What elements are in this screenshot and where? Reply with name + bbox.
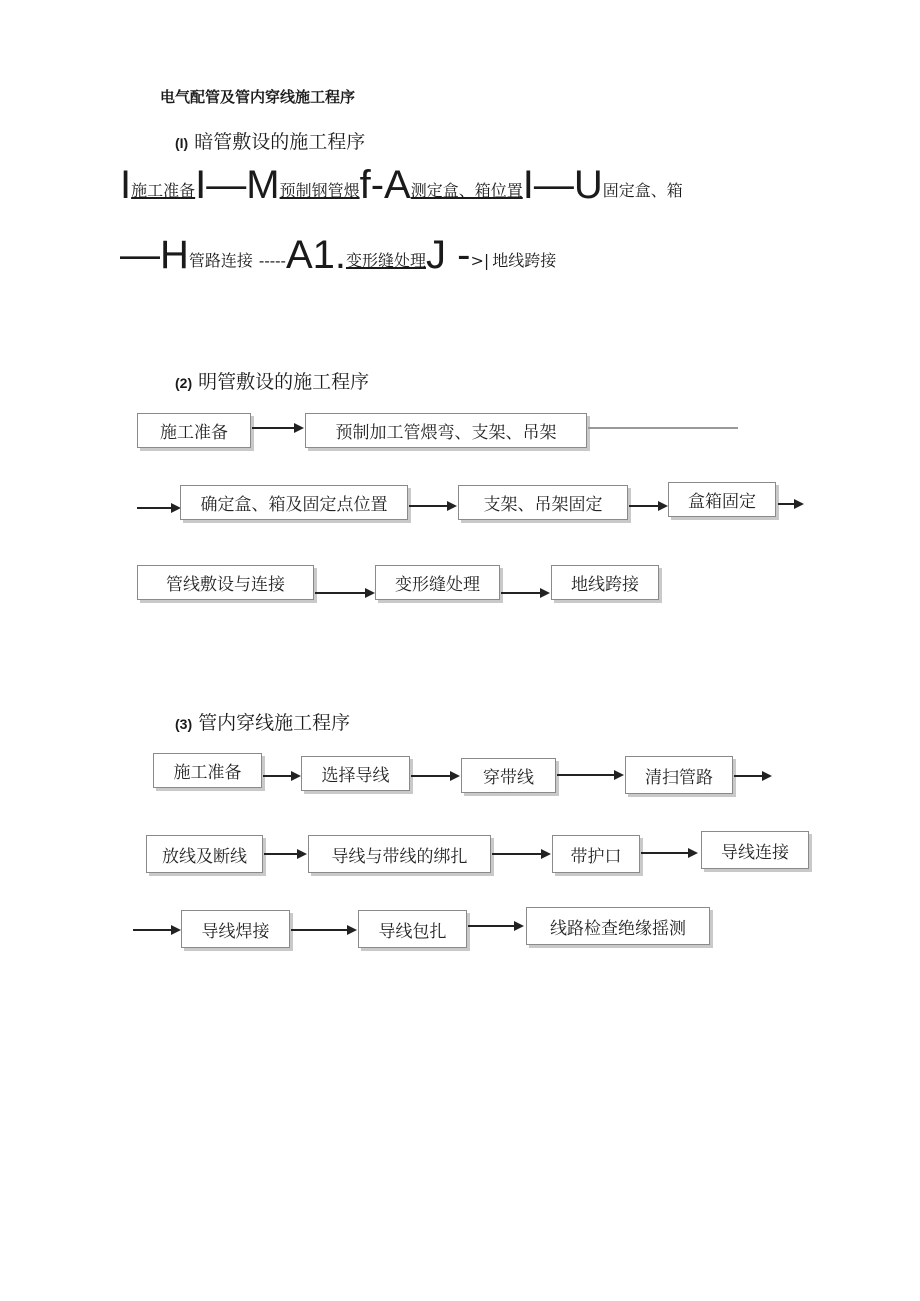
garbled-glyph: I xyxy=(120,163,132,207)
step-label: 管路连接 xyxy=(188,251,253,270)
document-title: 电气配管及管内穿线施工程序 xyxy=(160,88,356,106)
arrow-line xyxy=(409,505,449,507)
section-1-number: (I) xyxy=(175,135,189,151)
arrow-head-icon xyxy=(347,925,357,935)
arrow-line xyxy=(252,427,296,429)
section-3-heading xyxy=(175,708,350,735)
section-2-title: 明管敷设的施工程序 xyxy=(198,371,370,393)
flow-box-s3-8: 导线连接 xyxy=(701,831,809,869)
arrow-head-icon xyxy=(294,423,304,433)
flow-box-s3-11: 线路检查绝缘摇测 xyxy=(526,907,710,945)
flow-box-s2-1: 施工准备 xyxy=(137,413,251,448)
flow-box-s2-3: 确定盒、箱及固定点位置 xyxy=(180,485,408,520)
flow-box-s2-5: 盒箱固定 xyxy=(668,482,776,517)
arrow-head-icon xyxy=(688,848,698,858)
flow-box-s3-2: 选择导线 xyxy=(301,756,410,791)
flow-box-s2-8: 地线跨接 xyxy=(551,565,659,600)
flow-box-s2-7: 变形缝处理 xyxy=(375,565,500,600)
arrow-line xyxy=(557,774,616,776)
section-3-number: (3) xyxy=(175,716,193,732)
flow-box-s3-1: 施工准备 xyxy=(153,753,262,788)
arrow-head-icon xyxy=(450,771,460,781)
arrow-head-icon xyxy=(658,501,668,511)
arrow-line xyxy=(641,852,690,854)
flow-box-s3-3: 穿带线 xyxy=(461,758,556,793)
garbled-glyph: I—M xyxy=(195,163,280,207)
section-1-heading xyxy=(175,127,365,154)
garbled-glyph: J - xyxy=(426,233,471,277)
flow-box-s2-2: 预制加工管煨弯、支架、吊架 xyxy=(305,413,587,448)
arrow-head-icon xyxy=(614,770,624,780)
connector-line xyxy=(588,427,738,429)
garbled-glyph: A1. xyxy=(285,233,346,277)
step-label: 固定盒、箱 xyxy=(602,181,683,200)
garbled-glyph: —H xyxy=(120,233,189,277)
dash-connector: ----- xyxy=(258,251,286,270)
arrow-line xyxy=(468,925,516,927)
arrow-head-icon xyxy=(794,499,804,509)
arrow-head-icon xyxy=(291,771,301,781)
flow-box-s3-5: 放线及断线 xyxy=(146,835,263,873)
arrow-line xyxy=(137,507,173,509)
arrow-line xyxy=(315,592,367,594)
garbled-glyph: f-A xyxy=(359,163,411,207)
step-label: 地线跨接 xyxy=(492,251,557,270)
flow-box-s2-6: 管线敷设与连接 xyxy=(137,565,314,600)
flow-box-s3-6: 导线与带线的绑扎 xyxy=(308,835,491,873)
arrow-line xyxy=(629,505,660,507)
flow-box-s3-10: 导线包扎 xyxy=(358,910,467,948)
arrow-head-icon xyxy=(541,849,551,859)
arrow-line xyxy=(734,775,764,777)
arrow-head-icon xyxy=(297,849,307,859)
arrow-head-icon xyxy=(540,588,550,598)
arrow-head-icon xyxy=(514,921,524,931)
arrow-line xyxy=(263,775,293,777)
arrow-head-icon xyxy=(365,588,375,598)
section-1-line-1 xyxy=(120,163,683,205)
garbled-glyph: I—U xyxy=(522,163,603,207)
flow-box-s2-4: 支架、吊架固定 xyxy=(458,485,628,520)
section-1-line-2 xyxy=(120,233,556,275)
arrow-line xyxy=(291,929,349,931)
section-2-number: (2) xyxy=(175,375,193,391)
arrow-head-icon xyxy=(171,925,181,935)
step-label: 测定盒、箱位置 xyxy=(410,181,523,200)
section-1-title: 暗管敷设的施工程序 xyxy=(194,131,366,153)
arrow-line xyxy=(411,775,452,777)
arrow-line xyxy=(264,853,299,855)
arrow-glyph: >| xyxy=(470,251,490,270)
section-3-title: 管内穿线施工程序 xyxy=(198,712,351,734)
section-2-heading xyxy=(175,367,369,394)
step-label: 预制钢管煨 xyxy=(279,181,360,200)
arrow-head-icon xyxy=(762,771,772,781)
flow-box-s3-9: 导线焊接 xyxy=(181,910,290,948)
arrow-head-icon xyxy=(447,501,457,511)
flow-box-s3-4: 清扫管路 xyxy=(625,756,733,794)
step-label: 施工准备 xyxy=(131,181,196,200)
step-label: 变形缝处理 xyxy=(345,251,426,270)
arrow-line xyxy=(492,853,543,855)
arrow-line xyxy=(501,592,542,594)
arrow-line xyxy=(133,929,173,931)
flow-box-s3-7: 带护口 xyxy=(552,835,640,873)
